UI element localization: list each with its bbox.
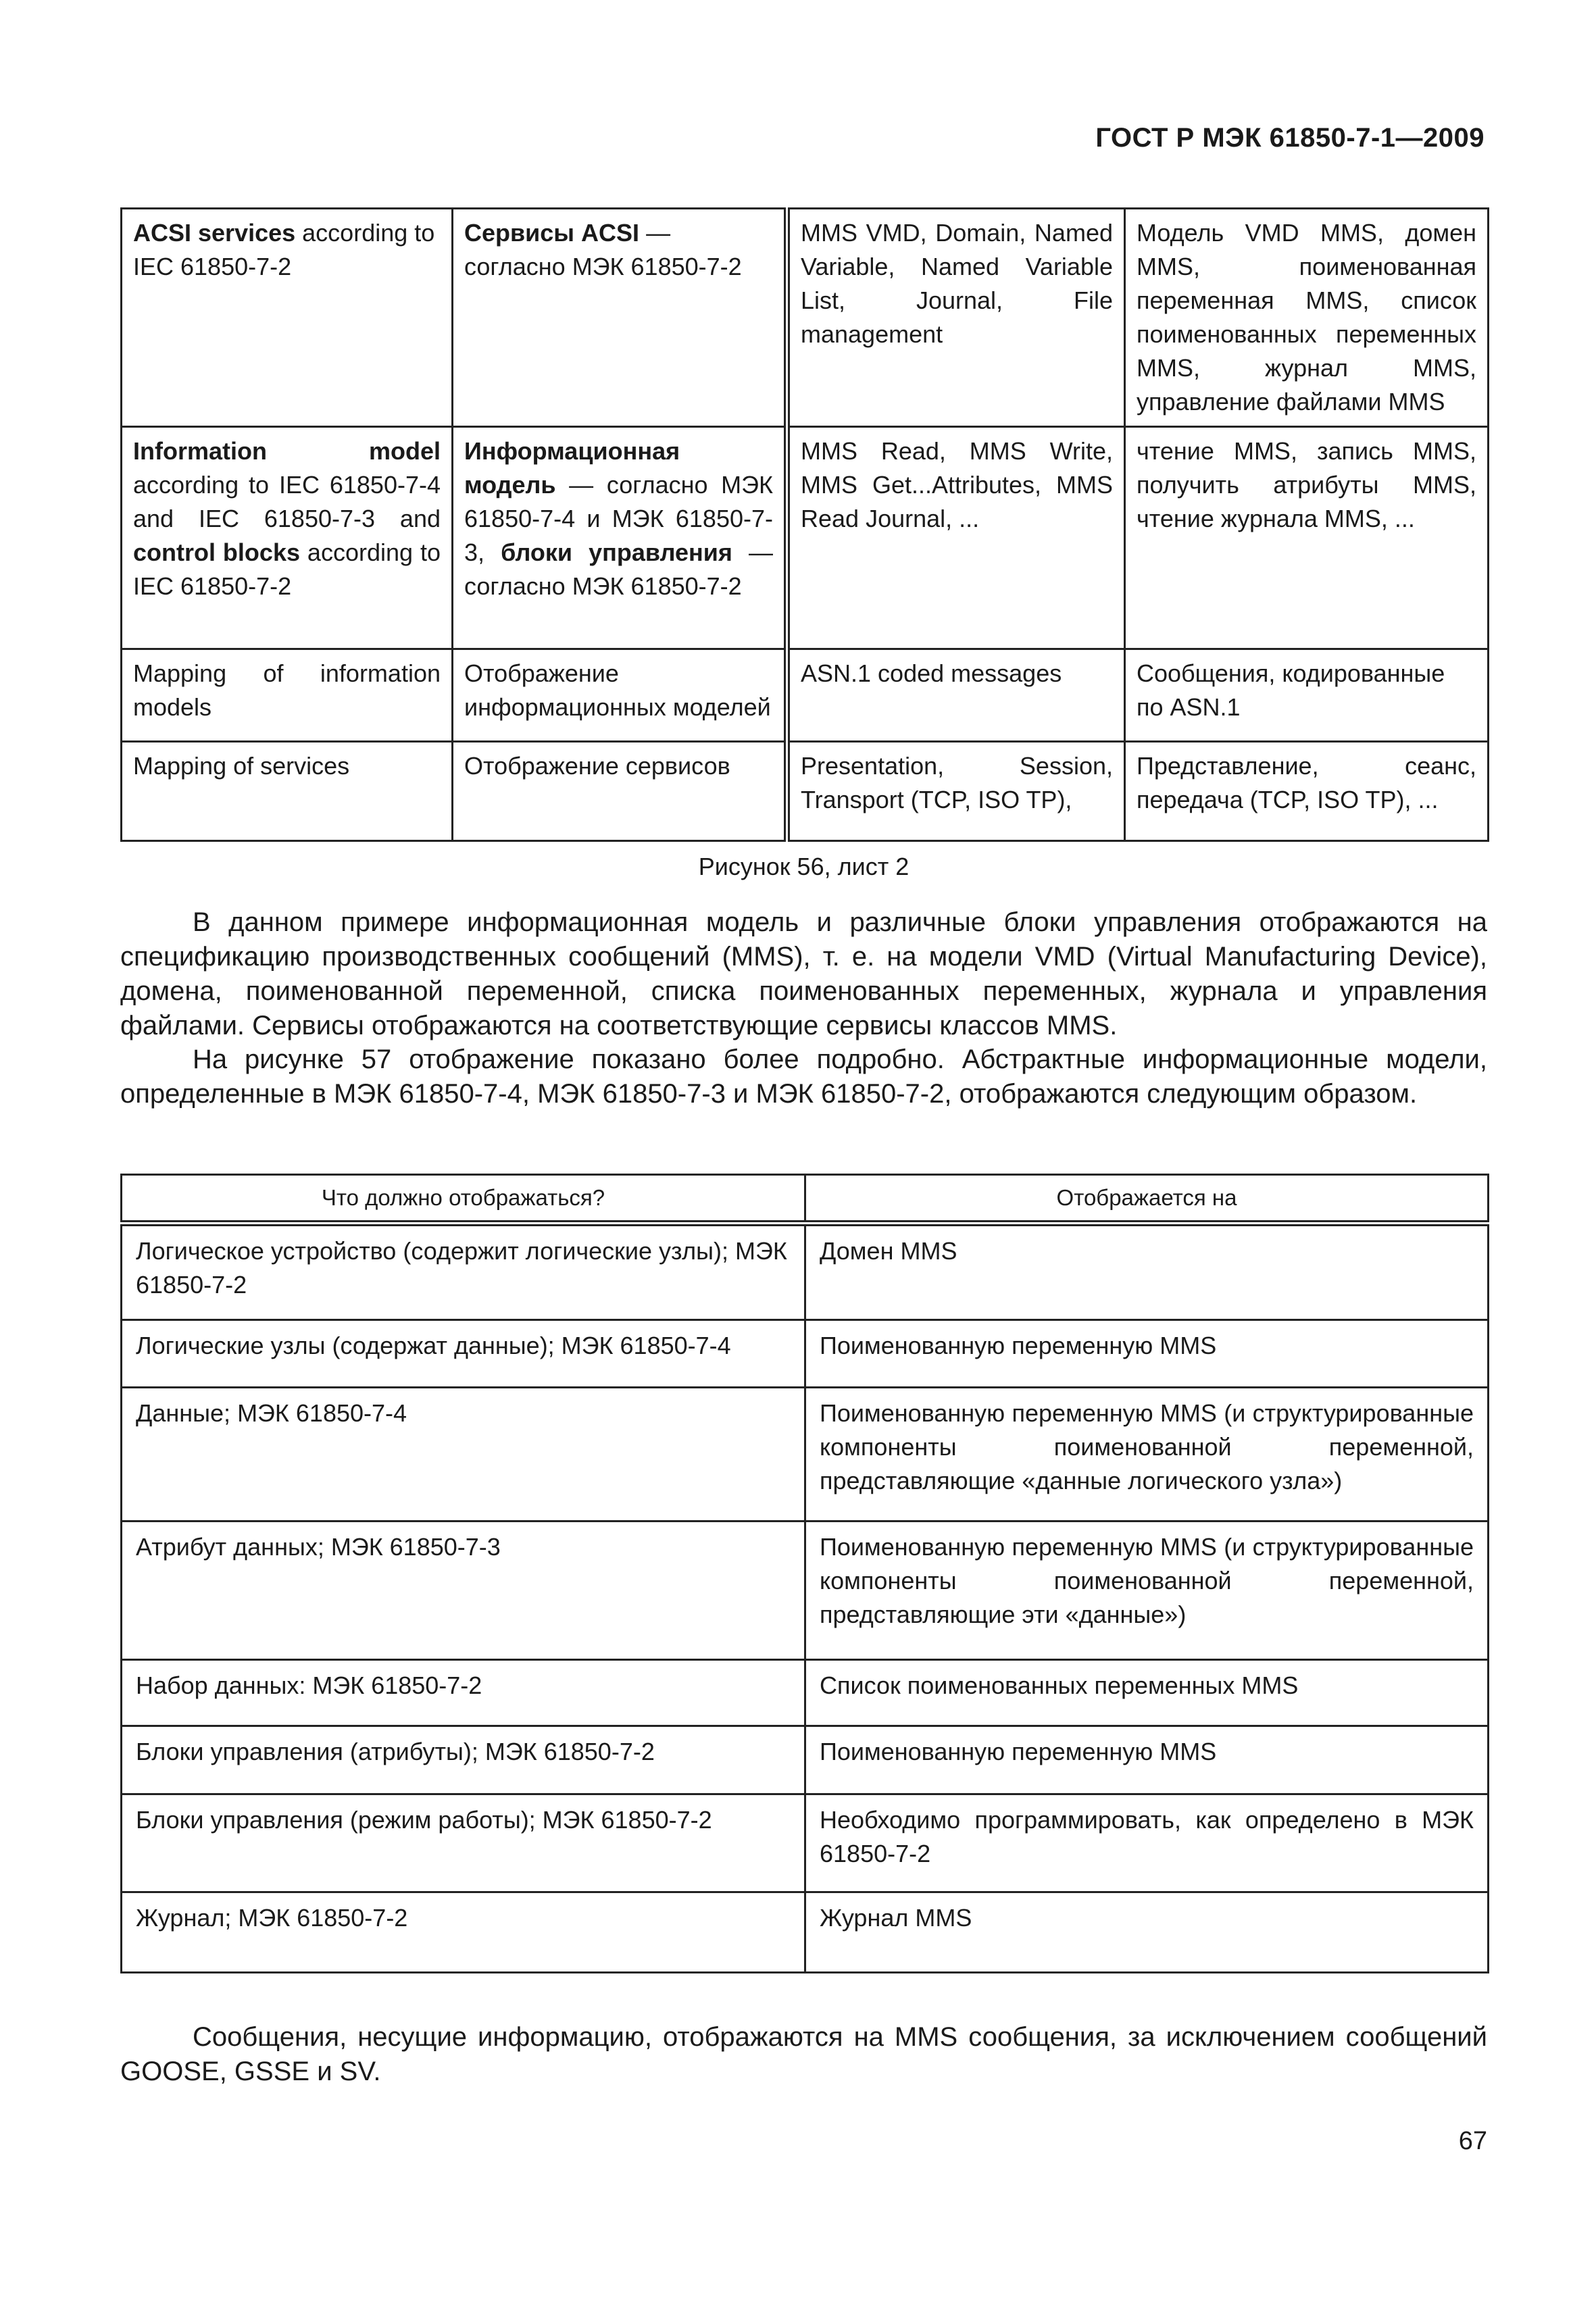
mms-objects-en-cell: MMS VMD, Domain, Named Variable, Named Variable List, Journal, File management (787, 209, 1125, 427)
acsi-services-ru-cell: Сервисы ACSI — согласно МЭК 61850-7-2 (453, 209, 787, 427)
mapped-to-cell: Список поименованных переменных MMS (805, 1660, 1489, 1726)
mapping-models-ru-cell: Отображение информационных моделей (453, 649, 787, 742)
asn-coded-en-cell: ASN.1 coded messages (787, 649, 1125, 742)
table-row (122, 427, 1489, 649)
mapped-to-cell: Необходимо программировать, как определено в МЭК 61850-7-2 (805, 1794, 1489, 1892)
what-cell: Атрибут данных; МЭК 61850-7-3 (122, 1521, 805, 1660)
document-header: ГОСТ Р МЭК 61850-7-1—2009 (1095, 123, 1485, 153)
table-row (122, 649, 1489, 742)
mapping-figure-table (120, 207, 1489, 842)
table-row (122, 1388, 1489, 1521)
transport-ru-cell: Представление, сеанс, передача (TCP, ISO TP), ... (1125, 742, 1489, 841)
what-cell: Блоки управления (режим работы); МЭК 61850-7-2 (122, 1794, 805, 1892)
mms-services-en-cell: MMS Read, MMS Write, MMS Get...Attributes, MMS Read Journal, ... (787, 427, 1125, 649)
page-number: 67 (1458, 2127, 1487, 2155)
table-row (122, 1794, 1489, 1892)
mapped-to-cell: Домен MMS (805, 1224, 1489, 1320)
what-cell: Данные; МЭК 61850-7-4 (122, 1388, 805, 1521)
body-paragraph: В данном примере информационная модель и различные блоки управления отображаются на спецификацию производственных сообщений (MMS), т. е. на модели VMD (Virtual Manufacturing Device), домена, поименованной переменной, списка поименованных переменных, журнала и управления файлами. Сервисы отображаются на соответствующие сервисы классов MMS. (120, 907, 1487, 1040)
mapped-to-cell: Поименованную переменную MMS (805, 1320, 1489, 1388)
mapped-to-cell: Поименованную переменную MMS (и структурированные компоненты поименованной переменной, представляющие эти «данные») (805, 1521, 1489, 1660)
mms-objects-ru-cell: Модель VMD MMS, домен MMS, поименованная переменная MMS, список поименованных переменных MMS, журнал MMS, управление файлами MMS (1125, 209, 1489, 427)
mapping-services-ru-cell: Отображение сервисов (453, 742, 787, 841)
table-row (122, 1726, 1489, 1794)
acsi-services-en-cell: ACSI services according to IEC 61850-7-2 (122, 209, 453, 427)
body-paragraph: Сообщения, несущие информацию, отображаются на MMS сообщения, за исключением сообщений GOOSE, GSSE и SV. (120, 2022, 1487, 2086)
mapped-to-cell: Поименованную переменную MMS (и структурированные компоненты поименованной переменной, представляющие «данные логического узла») (805, 1388, 1489, 1521)
what-cell: Логическое устройство (содержит логические узлы); МЭК 61850-7-2 (122, 1224, 805, 1320)
information-model-en-cell: Information model according to IEC 61850-7-4 and IEC 61850-7-3 and control blocks according to IEC 61850-7-2 (122, 427, 453, 649)
mapping-table (120, 1174, 1489, 1973)
table-row (122, 1521, 1489, 1660)
table-row (122, 209, 1489, 427)
table-row (122, 1892, 1489, 1973)
column-header-what: Что должно отображаться? (122, 1175, 805, 1224)
mapped-to-cell: Поименованную переменную MMS (805, 1726, 1489, 1794)
mapped-to-cell: Журнал MMS (805, 1892, 1489, 1973)
transport-en-cell: Presentation, Session, Transport (TCP, ISO TP), (787, 742, 1125, 841)
mapping-models-en-cell: Mapping of information models (122, 649, 453, 742)
mms-services-ru-cell: чтение MMS, запись MMS, получить атрибуты MMS, чтение журнала MMS, ... (1125, 427, 1489, 649)
column-header-mapped-to: Отображается на (805, 1175, 1489, 1224)
table-row (122, 1320, 1489, 1388)
table-row (122, 1224, 1489, 1320)
what-cell: Набор данных: МЭК 61850-7-2 (122, 1660, 805, 1726)
what-cell: Логические узлы (содержат данные); МЭК 61850-7-4 (122, 1320, 805, 1388)
figure-caption: Рисунок 56, лист 2 (698, 853, 909, 880)
table-row (122, 742, 1489, 841)
asn-coded-ru-cell: Сообщения, кодированные по ASN.1 (1125, 649, 1489, 742)
table-row (122, 1660, 1489, 1726)
what-cell: Блоки управления (атрибуты); МЭК 61850-7-2 (122, 1726, 805, 1794)
mapping-services-en-cell: Mapping of services (122, 742, 453, 841)
what-cell: Журнал; МЭК 61850-7-2 (122, 1892, 805, 1973)
table-header-row (122, 1175, 1489, 1224)
body-paragraph: На рисунке 57 отображение показано более подробно. Абстрактные информационные модели, определенные в МЭК 61850-7-4, МЭК 61850-7-3 и МЭК 61850-7-2, отображаются следующим образом. (120, 1045, 1487, 1109)
information-model-ru-cell: Информационная модель — согласно МЭК 61850-7-4 и МЭК 61850-7-3, блоки управления — согласно МЭК 61850-7-2 (453, 427, 787, 649)
